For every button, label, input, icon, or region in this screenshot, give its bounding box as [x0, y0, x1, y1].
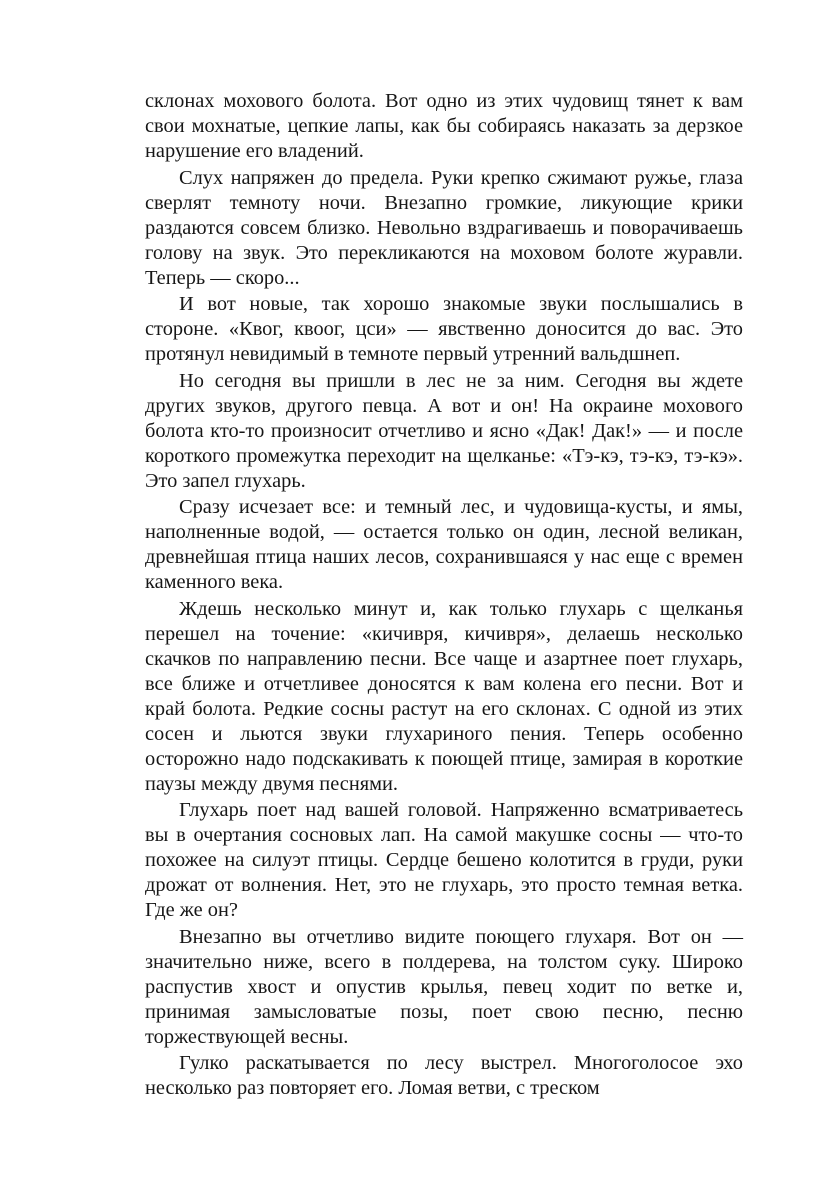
paragraph-9: Гулко раскатывается по лесу выстрел. Многоголосое эхо несколько раз повторяет его. Ломая ветви, с треском	[145, 1052, 743, 1099]
paragraph-1: склонах мохового болота. Вот одно из этих чудовищ тянет к вам свои мохнатые, цепкие лапы, как бы собираясь наказать за дерзкое нарушение его владений.	[145, 90, 743, 162]
paragraph-7: Глухарь поет над вашей головой. Напряженно всматриваетесь вы в очертания сосновых лап. На самой макушке сосны — что-то похожее на силуэт птицы. Сердце бешено колотится в груди, руки дрожат от волнения. Нет, это не глухарь, это просто темная ветка. Где же он?	[145, 799, 743, 921]
paragraph-3: И вот новые, так хорошо знакомые звуки послышались в стороне. «Квог, квоог, цси» — явственно доносится до вас. Это протянул невидимый в темноте первый утренний вальдшнеп.	[145, 293, 743, 365]
paragraph-6: Ждешь несколько минут и, как только глухарь с щелканья перешел на точение: «кичивря, кичивря», делаешь несколько скачков по направлению песни. Все чаще и азартнее поет глухарь, все ближе и отчетливее доносятся к вам колена его песни. Вот и край болота. Редкие сосны растут на его склонах. С одной из этих сосен и льются звуки глухариного пения. Теперь особенно осторожно надо подскакивать к поющей птице, замирая в короткие паузы между двумя песнями.	[145, 597, 743, 795]
paragraph-4: Но сегодня вы пришли в лес не за ним. Сегодня вы ждете других звуков, другого певца. А вот и он! На окраине мохового болота кто-то произносит отчетливо и ясно «Дак! Дак!» — и после короткого промежутка переходит на щелканье: «Тэ-кэ, тэ-кэ, тэ-кэ». Это запел глухарь.	[145, 369, 743, 492]
paragraph-5: Сразу исчезает все: и темный лес, и чудовища-кусты, и ямы, наполненные водой, — остается только он один, лесной великан, древнейшая птица наших лесов, сохранившаяся у нас еще с времен каменного века.	[145, 496, 743, 593]
book-page-text	[145, 89, 743, 1103]
paragraph-8: Внезапно вы отчетливо видите поющего глухаря. Вот он — значительно ниже, всего в полдерева, на толстом суку. Широко распустив хвост и опустив крылья, певец ходит по ветке и, принимая замысловатые позы, поет свою песню, песню торжествующей весны.	[145, 925, 743, 1048]
paragraph-2: Слух напряжен до предела. Руки крепко сжимают ружье, глаза сверлят темноту ночи. Внезапно громкие, ликующие крики раздаются совсем близко. Невольно вздрагиваешь и поворачиваешь голову на звук. Это перекликаются на моховом болоте журавли. Теперь — скоро...	[145, 166, 743, 289]
